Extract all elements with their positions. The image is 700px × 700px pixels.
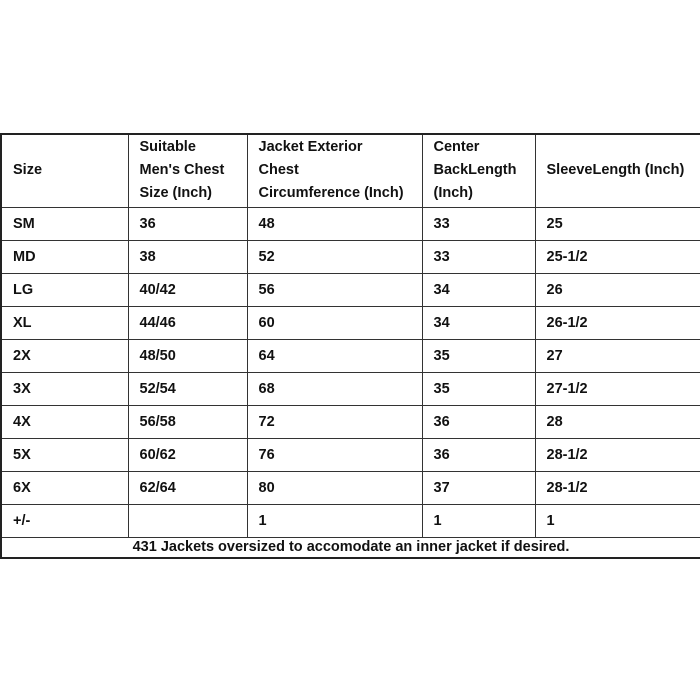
column-header	[1, 134, 128, 207]
value-cell: 28	[535, 405, 700, 438]
value-cell: 27-1/2	[535, 372, 700, 405]
value-cell: 76	[247, 438, 422, 471]
table-row	[1, 405, 700, 438]
value-cell: 60/62	[128, 438, 247, 471]
value-cell: 80	[247, 471, 422, 504]
value-cell: 68	[247, 372, 422, 405]
value-cell: 56	[247, 273, 422, 306]
table-row	[1, 372, 700, 405]
value-cell: 26	[535, 273, 700, 306]
table-row	[1, 240, 700, 273]
column-header-line: BackLength	[433, 162, 517, 179]
column-header-line: (Inch)	[433, 185, 473, 202]
value-cell: 1	[535, 504, 700, 537]
value-cell: 72	[247, 405, 422, 438]
value-cell: 34	[422, 273, 535, 306]
column-header-line: Circumference (Inch)	[258, 185, 404, 202]
value-cell: 34	[422, 306, 535, 339]
size-cell: 5X	[1, 438, 128, 471]
value-cell: 35	[422, 339, 535, 372]
value-cell: 60	[247, 306, 422, 339]
column-header	[247, 134, 422, 207]
size-cell: LG	[1, 273, 128, 306]
size-cell: 4X	[1, 405, 128, 438]
size-cell: XL	[1, 306, 128, 339]
column-header	[128, 134, 247, 207]
column-header-line: Men's Chest	[139, 162, 225, 179]
table-row	[1, 306, 700, 339]
value-cell: 33	[422, 207, 535, 240]
value-cell: 37	[422, 471, 535, 504]
value-cell: 36	[422, 438, 535, 471]
size-chart-table	[0, 133, 700, 559]
header-row	[1, 134, 700, 207]
size-cell: MD	[1, 240, 128, 273]
table-row	[1, 273, 700, 306]
size-cell: SM	[1, 207, 128, 240]
table-row	[1, 207, 700, 240]
value-cell: 56/58	[128, 405, 247, 438]
column-header-line: Center	[433, 139, 480, 156]
column-header-line: Size (Inch)	[139, 185, 213, 202]
column-header-line: Size	[13, 162, 43, 179]
table-row	[1, 471, 700, 504]
value-cell: 36	[128, 207, 247, 240]
value-cell: 26-1/2	[535, 306, 700, 339]
value-cell: 25-1/2	[535, 240, 700, 273]
size-cell: 6X	[1, 471, 128, 504]
value-cell: 64	[247, 339, 422, 372]
size-cell: 3X	[1, 372, 128, 405]
value-cell: 25	[535, 207, 700, 240]
footer-note: 431 Jackets oversized to accomodate an inner jacket if desired.	[1, 537, 700, 558]
value-cell: 38	[128, 240, 247, 273]
value-cell: 33	[422, 240, 535, 273]
value-cell: 48/50	[128, 339, 247, 372]
value-cell: 28-1/2	[535, 438, 700, 471]
table-row	[1, 438, 700, 471]
value-cell: 28-1/2	[535, 471, 700, 504]
footer-row	[1, 537, 700, 558]
value-cell: 52	[247, 240, 422, 273]
value-cell: 1	[422, 504, 535, 537]
column-header-line: Chest	[258, 162, 299, 179]
value-cell: 48	[247, 207, 422, 240]
table-row	[1, 339, 700, 372]
column-header	[422, 134, 535, 207]
size-cell: 2X	[1, 339, 128, 372]
value-cell: 52/54	[128, 372, 247, 405]
value-cell: 1	[247, 504, 422, 537]
value-cell: 35	[422, 372, 535, 405]
value-cell: 36	[422, 405, 535, 438]
column-header-line: Suitable	[139, 139, 196, 156]
value-cell: 62/64	[128, 471, 247, 504]
value-cell	[128, 504, 247, 537]
column-header-line: SleeveLength (Inch)	[546, 162, 685, 179]
table-row	[1, 504, 700, 537]
column-header	[535, 134, 700, 207]
value-cell: 44/46	[128, 306, 247, 339]
size-cell: +/-	[1, 504, 128, 537]
value-cell: 40/42	[128, 273, 247, 306]
column-header-line: Jacket Exterior	[258, 139, 363, 156]
value-cell: 27	[535, 339, 700, 372]
